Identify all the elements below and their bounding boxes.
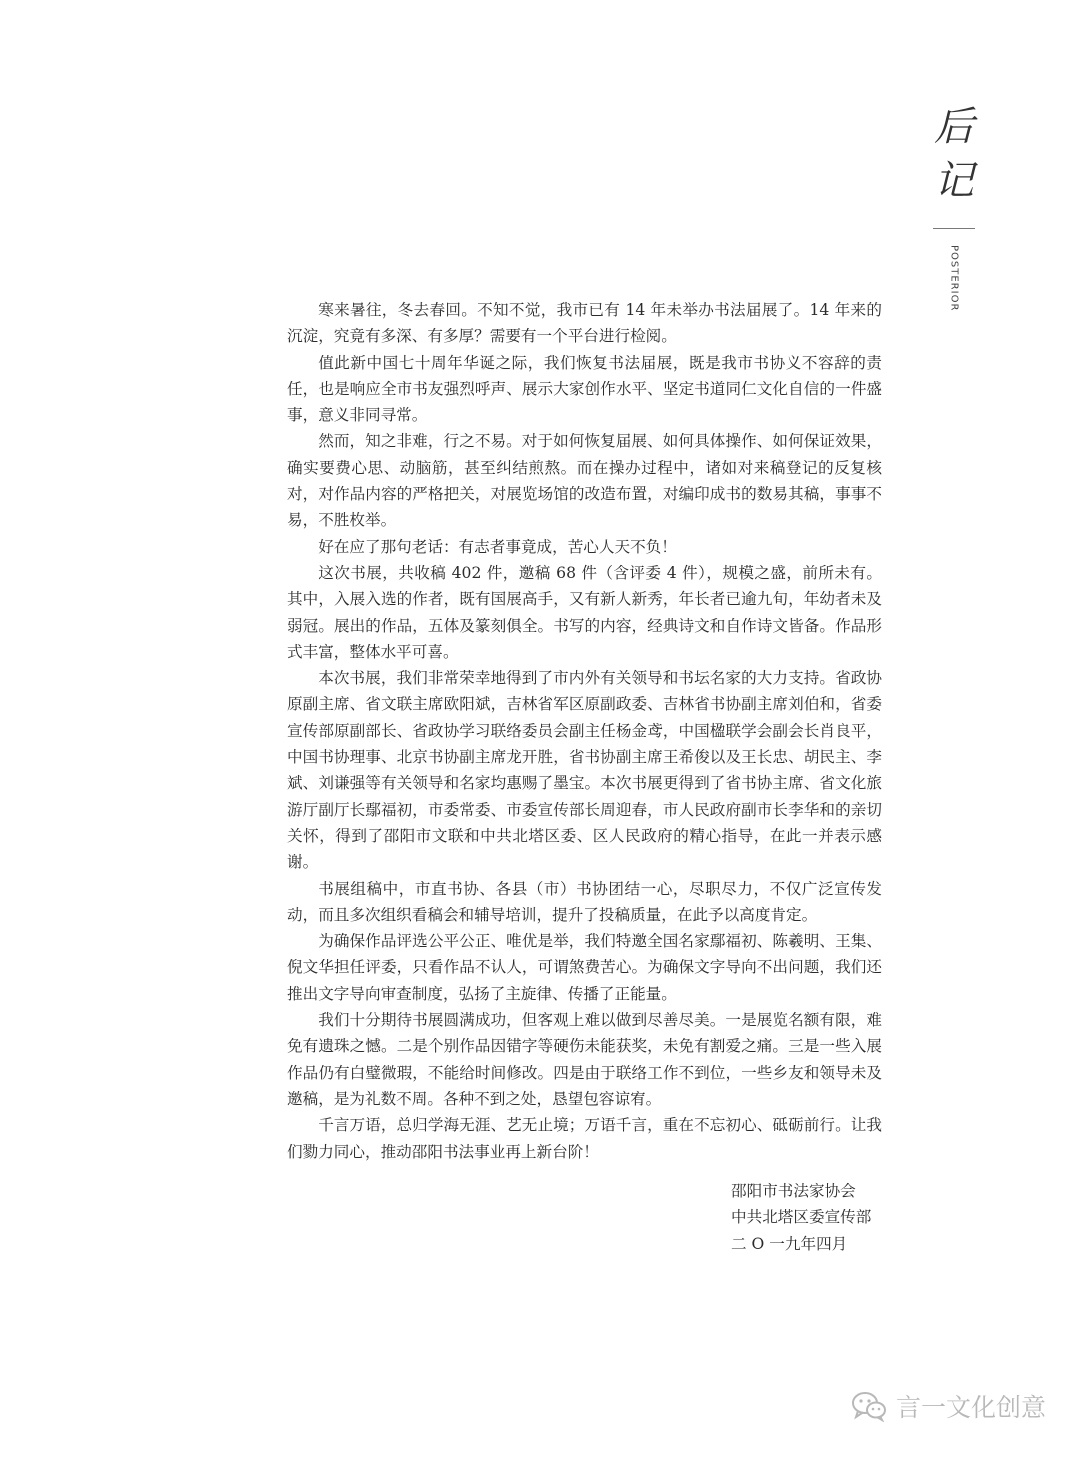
- paragraph: 千言万语，总归学海无涯、艺无止境；万语千言，重在不忘初心、砥砺前行。让我们勠力同心，推动邵阳书法事业再上新台阶！: [287, 1116, 882, 1161]
- signature-org-1: 邵阳市书法家协会: [731, 1182, 856, 1200]
- wechat-icon: [850, 1390, 888, 1422]
- paragraph: 为确保作品评选公平公正、唯优是举，我们特邀全国名家鄢福初、陈羲明、王集、倪文华担任评委，只看作品不认人，可谓煞费苦心。为确保文字导向不出问题，我们还推出文字导向审查制度，弘扬了主旋律、传播了正能量。: [287, 932, 882, 1003]
- paragraph: 书展组稿中，市直书协、各县（市）书协团结一心，尽职尽力，不仅广泛宣传发动，而且多次组织看稿会和辅导培训，提升了投稿质量，在此予以高度肯定。: [287, 879, 882, 924]
- watermark-text: 言一文化创意: [895, 1393, 1046, 1422]
- paragraph: 好在应了那句老话：有志者事竟成，苦心人天不负！: [318, 537, 677, 556]
- heading-char-ji: 记: [934, 158, 974, 204]
- signature-org-2: 中共北塔区委宣传部: [731, 1208, 872, 1227]
- heading-subtitle: POSTERIOR: [948, 245, 960, 312]
- paragraph: 本次书展，我们非常荣幸地得到了市内外有关领导和书坛名家的大力支持。省政协原副主席、省文联主席欧阳斌，吉林省军区原副政委、吉林省书协副主席刘伯和，省委宣传部原副部长、省政协学习联络委员会副主任杨金鸢，中国楹联学会副会长肖良平，中国书协理事、北京书协副主席龙开胜，省书协副主席王希俊以及王长忠、胡民主、李斌、刘谦强等有关领导和名家均惠赐了墨宝。本次书展更得到了省书协主席、省文化旅游厅副厅长鄢福初，市委常委、市委宣传部长周迎春，市人民政府副市长李华和的亲切关怀，得到了邵阳市文联和中共北塔区委、区人民政府的精心指导，在此一并表示感谢。: [287, 669, 882, 872]
- paragraph: 值此新中国七十周年华诞之际，我们恢复书法届展，既是我市书协义不容辞的责任，也是响应全市书友强烈呼声、展示大家创作水平、坚定书道同仁文化自信的一件盛事，意义非同寻常。: [287, 353, 882, 425]
- heading-char-hou: 后: [934, 104, 974, 150]
- paragraph: 这次书展，共收稿 402 件，邀稿 68 件（含评委 4 件），规模之盛，前所未有。其中，入展入选的作者，既有国展高手，又有新人新秀，年长者已逾九旬，年幼者未及弱冠。展出的作品，五体及篆刻俱全。书写的内容，经典诗文和自作诗文皆备。作品形式丰富，整体水平可喜。: [287, 563, 882, 661]
- paragraph: 然而，知之非难，行之不易。对于如何恢复届展、如何具体操作、如何保证效果，确实要费心思、动脑筋，甚至纠结煎熬。而在操办过程中，诸如对来稿登记的反复核对，对作品内容的严格把关，对展览场馆的改造布置，对编印成书的数易其稿，事事不易，不胜枚举。: [287, 432, 882, 530]
- signature-date: 二 O 一九年四月: [731, 1234, 848, 1253]
- page-heading: [928, 100, 980, 311]
- paragraph: 寒来暑往，冬去春回。不知不觉，我市已有 14 年未举办书法届展了。14 年来的沉淀，究竟有多深、有多厚？需要有一个平台进行检阅。: [287, 301, 882, 346]
- paragraph: 我们十分期待书展圆满成功，但客观上难以做到尽善尽美。一是展览名额有限，难免有遗珠之憾。二是个别作品因错字等硬伤未能获奖，未免有割爱之痛。三是一些入展作品仍有白璧微瑕，不能给时间修改。四是由于联络工作不到位，一些乡友和领导未及邀稿，是为礼数不周。各种不到之处，恳望包容谅宥。: [287, 1011, 882, 1108]
- signature-block: [731, 1178, 871, 1257]
- watermark: [850, 1388, 1046, 1424]
- heading-divider: [933, 228, 975, 229]
- afterword-body: [287, 297, 882, 1165]
